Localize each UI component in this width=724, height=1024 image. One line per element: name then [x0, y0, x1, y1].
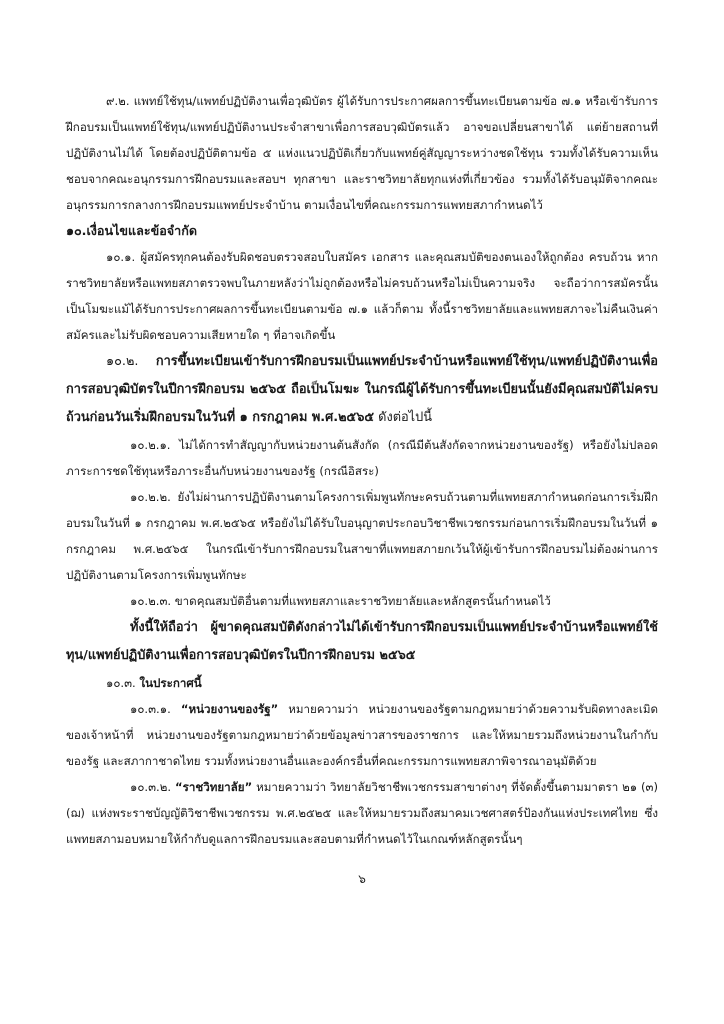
paragraph-10-3-1	[66, 696, 658, 774]
definition-term-state-agency: “หน่วยงานของรัฐ”	[180, 702, 279, 716]
paragraph-10-2	[66, 348, 658, 432]
paragraph-10-3-number: ๑๐.๓.	[106, 676, 136, 690]
paragraph-10-2-number: ๑๐.๒.	[106, 354, 139, 369]
paragraph-10-1: ๑๐.๑. ผู้สมัครทุกคนต้องรับผิดชอบตรวจสอบใบสมัคร เอกสาร และคุณสมบัติของตนเองให้ถูกต้อง ครบถ้วน หากราชวิทยาลัยหรือแพทยสภาตรวจพบในภายหลังว่าไม่ถูกต้องหรือไม่ครบถ้วนหรือไม่เป็นความจริง จะถือว่าการสมัครนั้นเป็นโมฆะแม้ได้รับการประกาศผลการขึ้นทะเบียนตามข้อ ๗.๑ แล้วก็ตาม ทั้งนี้ราชวิทยาลัยและแพทยสภาจะไม่คืนเงินค่าสมัครและไม่รับผิดชอบความเสียหายใด ๆ ที่อาจเกิดขึ้น	[66, 250, 658, 342]
page-number: ๖	[358, 872, 366, 886]
definition-term-royal-college: “ราชวิทยาลัย”	[174, 780, 253, 794]
paragraph-10-3-2	[66, 774, 658, 852]
paragraph-10-2-1: ๑๐.๒.๑. ไม่ได้การทำสัญญากับหน่วยงานต้นสังกัด (กรณีมีต้นสังกัดจากหน่วยงานของรัฐ) หรือยังไม่ปลอดภาระการชดใช้ทุนหรือภาระอื่นกับหน่วยงานของรัฐ (กรณีอิสระ)	[66, 438, 658, 478]
paragraph-10-2-3: ๑๐.๒.๓. ขาดคุณสมบัติอื่นตามที่แพทยสภาและราชวิทยาลัยและหลักสูตรนั้นกำหนดไว้	[130, 594, 551, 608]
section-heading-10: ๑๐.เงื่อนไขและข้อจำกัด	[66, 223, 198, 238]
paragraph-10-2-2: ๑๐.๒.๒. ยังไม่ผ่านการปฏิบัติงานตามโครงการเพิ่มพูนทักษะครบถ้วนตามที่แพทยสภากำหนดก่อนการเริ่มฝึกอบรมในวันที่ ๑ กรกฎาคม พ.ศ.๒๕๖๕ หรือยังไม่ได้รับใบอนุญาตประกอบวิชาชีพเวชกรรมก่อนการเริ่มฝึกอบรมในวันที่ ๑ กรกฎาคม พ.ศ.๒๕๖๕ ในกรณีเข้ารับการฝึกอบรมในสาขาที่แพทยสภายกเว้นให้ผู้เข้ารับการฝึกอบรมไม่ต้องผ่านการปฏิบัติงานตามโครงการเพิ่มพูนทักษะ	[66, 490, 658, 582]
paragraph-10-3-1-text: หมายความว่า หน่วยงานของรัฐตามกฎหมายว่าด้วยความรับผิดทางละเมิดของเจ้าหน้าที่ หน่วยงานของรัฐตามกฎหมายว่าด้วยข้อมูลข่าวสารของราชการ และให้หมายรวมถึงหน่วยงานในกำกับของรัฐ และสภากาชาดไทย รวมทั้งหน่วยงานอื่นและองค์กรอื่นที่คณะกรรมการแพทยสภาพิจารณาอนุมัติด้วย	[66, 702, 658, 768]
paragraph-10-3-2-text: หมายความว่า วิทยาลัยวิชาชีพเวชกรรมสาขาต่างๆ ที่จัดตั้งขึ้นตามมาตรา ๒๑ (๓) (ฌ) แห่งพระราชบัญญัติวิชาชีพเวชกรรม พ.ศ.๒๕๒๕ และให้หมายรวมถึงสมาคมเวชศาสตร์ป้องกันแห่งประเทศไทย ซึ่งแพทยสภามอบหมายให้กำกับดูแลการฝึกอบรมและสอบตามที่กำหนดไว้ในเกณฑ์หลักสูตรนั้นๆ	[66, 780, 659, 846]
paragraph-10-3-1-number: ๑๐.๓.๑.	[130, 702, 171, 716]
paragraph-10-2-bold-text: การขึ้นทะเบียนเข้ารับการฝึกอบรมเป็นแพทย์ประจำบ้านหรือแพทย์ใช้ทุน/แพทย์ปฏิบัติงานเพื่อการสอบวุฒิบัตรในปีการฝึกอบรม ๒๕๖๕ ถือเป็นโมฆะ ในกรณีผู้ได้รับการขึ้นทะเบียนนั้นยังมีคุณสมบัติไม่ครบถ้วนก่อนวันเริ่มฝึกอบรมในวันที่ ๑ กรกฎาคม พ.ศ.๒๕๖๕	[66, 354, 658, 425]
paragraph-10-3	[66, 670, 658, 696]
paragraph-10-3-2-number: ๑๐.๓.๒.	[130, 780, 172, 794]
paragraph-10-3-bold-text: ในประกาศนี้	[139, 676, 202, 690]
paragraph-10-2-tail: ดังต่อไปนี้	[374, 410, 432, 425]
paragraph-9-2: ๙.๒. แพทย์ใช้ทุน/แพทย์ปฏิบัติงานเพื่อวุฒิบัตร ผู้ได้รับการประกาศผลการขึ้นทะเบียนตามข้อ ๗.๑ หรือเข้ารับการฝึกอบรมเป็นแพทย์ใช้ทุน/แพทย์ปฏิบัติงานประจำสาขาเพื่อการสอบวุฒิบัตรแล้ว อาจขอเปลี่ยนสาขาได้ แต่ย้ายสถานที่ปฏิบัติงานไม่ได้ โดยต้องปฏิบัติตามข้อ ๕ แห่งแนวปฏิบัติเกี่ยวกับแพทย์คู่สัญญาระหว่างชดใช้ทุน รวมทั้งได้รับความเห็นชอบจากคณะอนุกรรมการฝึกอบรมและสอบฯ ทุกสาขา และราชวิทยาลัยทุกแห่งที่เกี่ยวข้อง รวมทั้งได้รับอนุมัติจากคณะอนุกรรมการกลางการฝึกอบรมแพทย์ประจำบ้าน ตามเงื่อนไขที่คณะกรรมการแพทยสภากำหนดไว้	[66, 94, 658, 212]
paragraph-10-2-note: ทั้งนี้ให้ถือว่า ผู้ขาดคุณสมบัติดังกล่าวไม่ได้เข้ารับการฝึกอบรมเป็นแพทย์ประจำบ้านหรือแพทย์ใช้ทุน/แพทย์ปฏิบัติงานเพื่อการสอบวุฒิบัตรในปีการฝึกอบรม ๒๕๖๕	[66, 620, 658, 663]
